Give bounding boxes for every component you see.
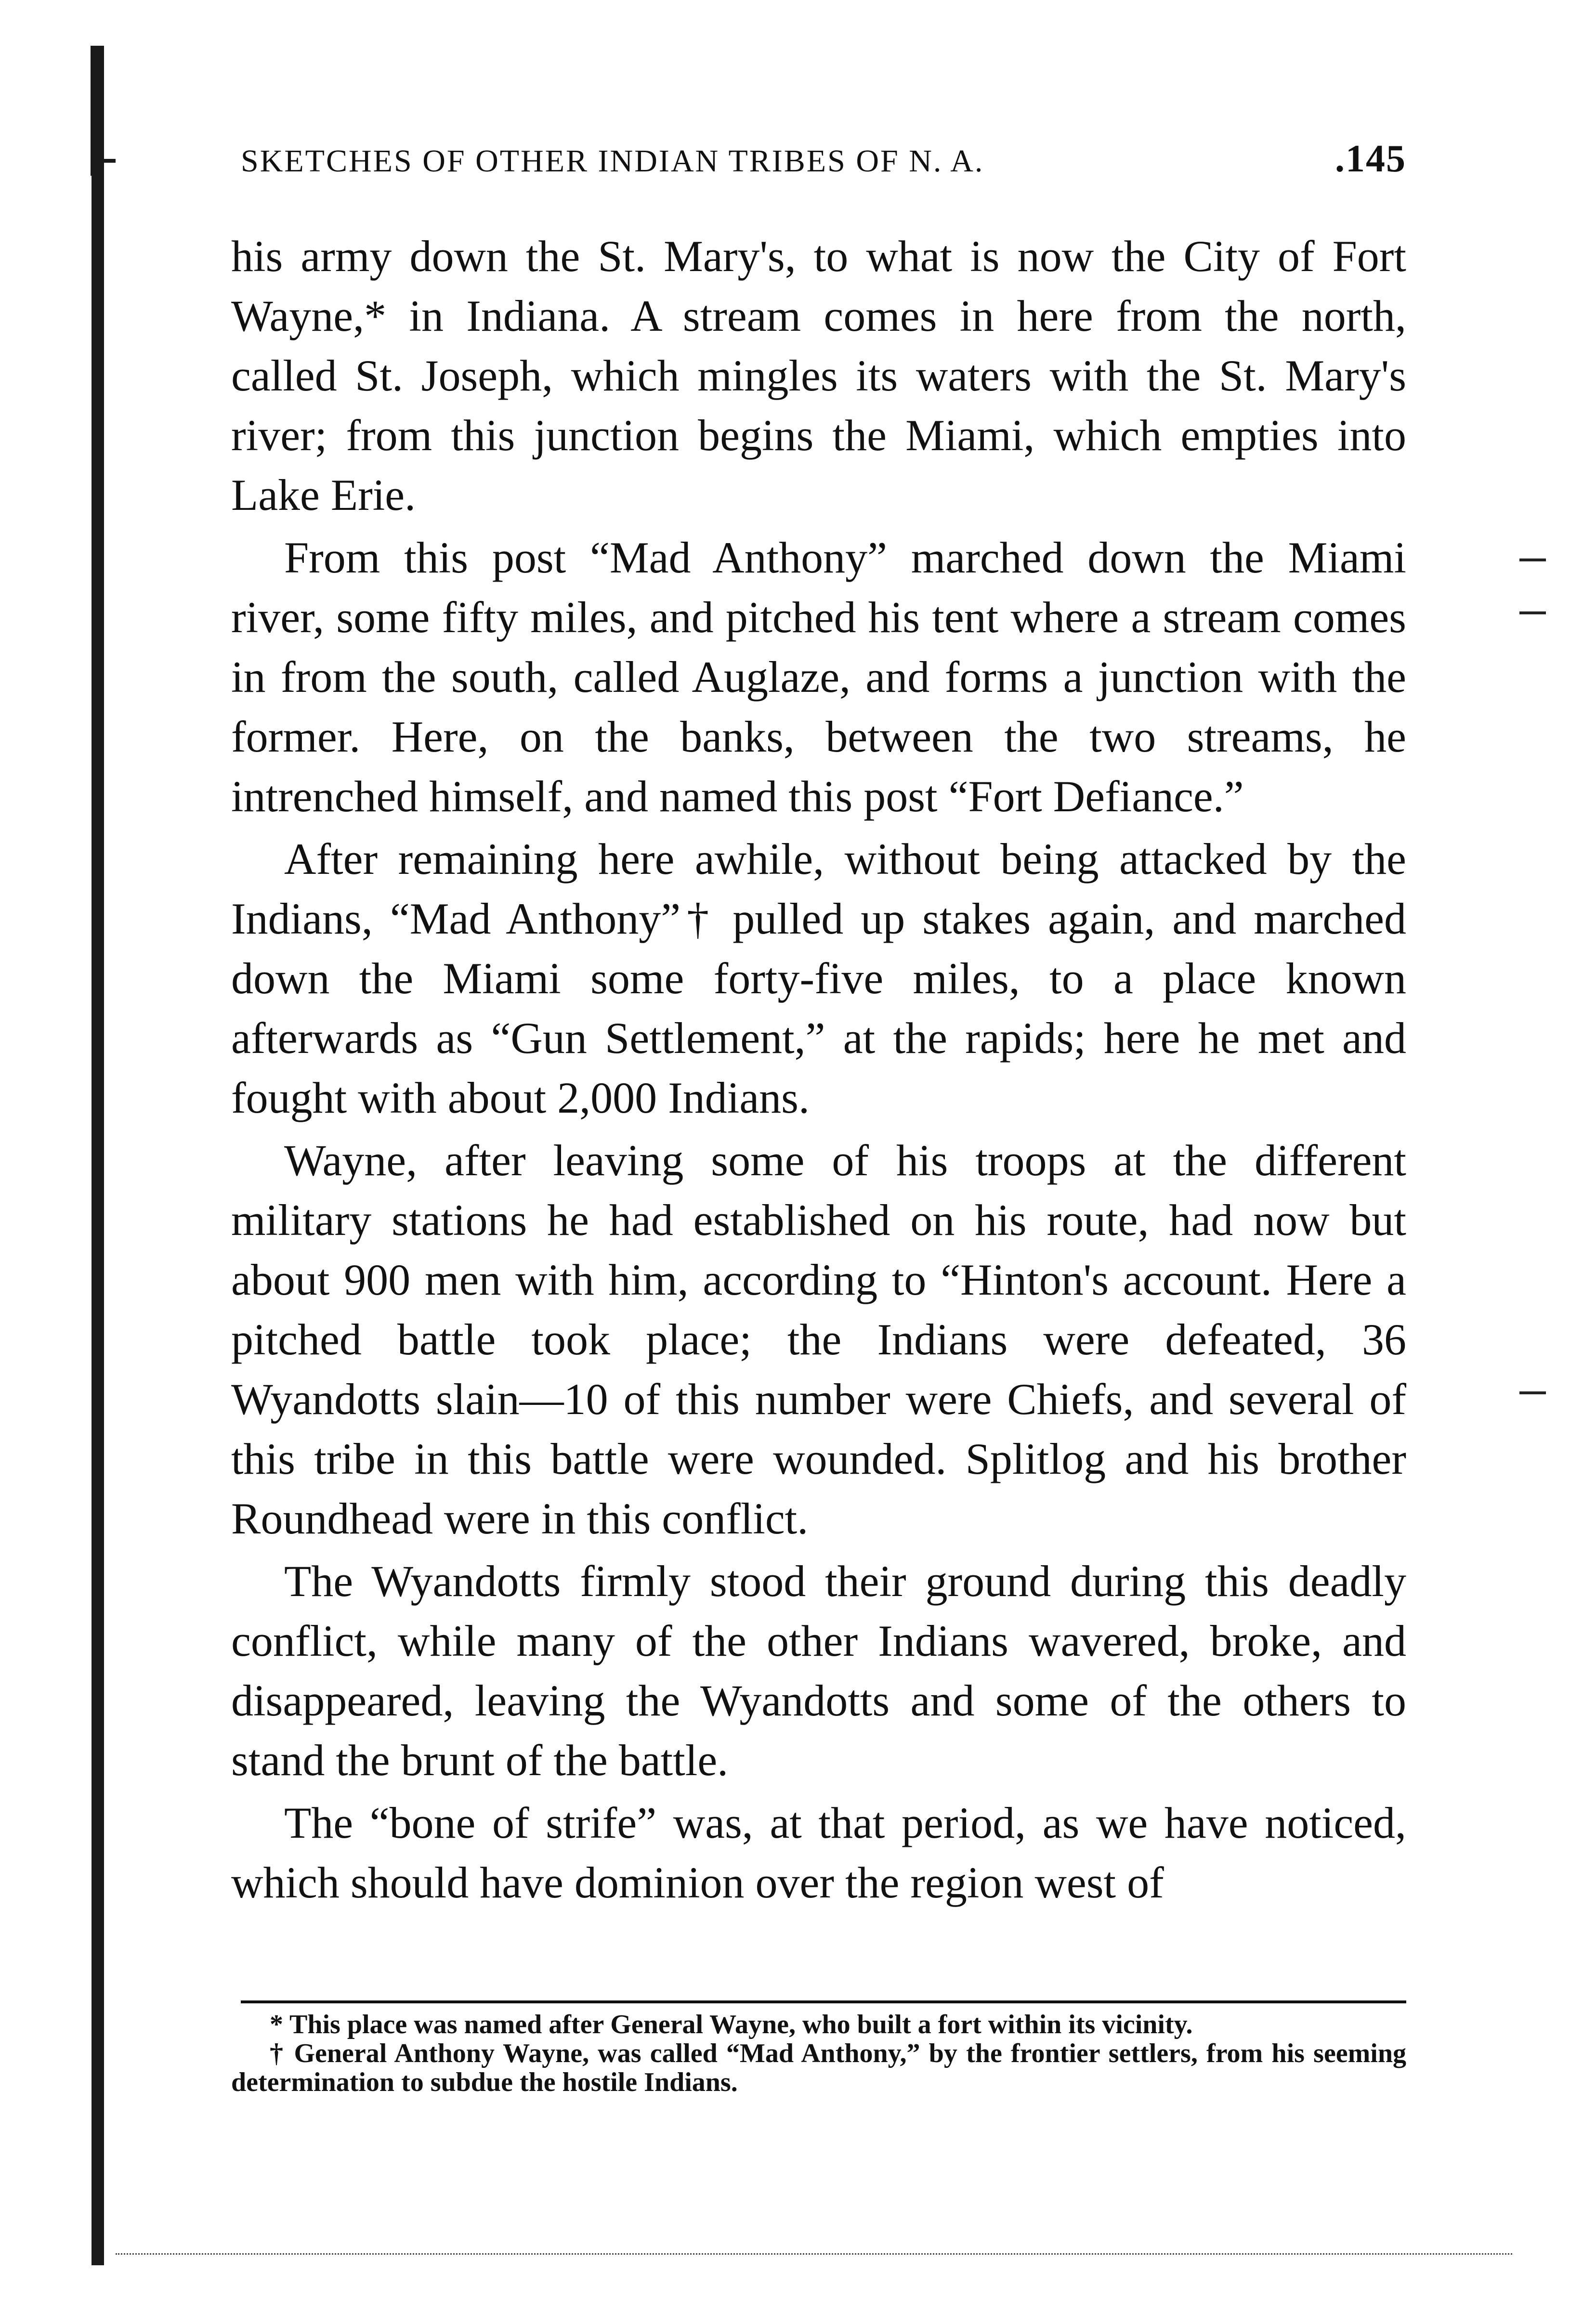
binding-edge bbox=[92, 46, 104, 2265]
paragraph: Wayne, after leaving some of his troops at the different military stations he had established on his route, had now but about 900 men with him, according to “Hinton's account. Here a pitched battle took place; the Indians were defeated, 36 Wyandotts slain—10 of this number were Chiefs, and several of this tribe in this battle were wounded. Splitlog and his brother Roundhead were in this conflict. bbox=[231, 1136, 1406, 1543]
paragraph: From this post “Mad Anthony” marched down the Miami river, some fifty miles, and pitched his tent where a stream comes in from the south, called Auglaze, and forms a junction with the former. Here, on the banks, between the two streams, he intrenched himself, and named this post “Fort Defiance.” bbox=[231, 533, 1406, 821]
page-number: .145 bbox=[1335, 138, 1406, 180]
footnote-rule bbox=[241, 2000, 1406, 2003]
body-text bbox=[231, 226, 1406, 1915]
scan-artifact bbox=[116, 2253, 1512, 2259]
paragraph: The “bone of strife” was, at that period, as we have noticed, which should have dominion over the region west of bbox=[231, 1798, 1406, 1907]
paragraph: his army down the St. Mary's, to what is now the City of Fort Wayne,* in Indiana. A stream comes in here from the north, called St. Joseph, which mingles its waters with the St. Mary's river; from this junction begins the Miami, which empties into Lake Erie. bbox=[231, 232, 1406, 519]
margin-mark bbox=[1519, 611, 1546, 614]
paragraph: The Wyandotts firmly stood their ground during this deadly conflict, while many of the other Indians wavered, broke, and disappeared, leaving the Wyandotts and some of the others to stand the brunt of the battle. bbox=[231, 1557, 1406, 1785]
footnote: * This place was named after General Wayne, who built a fort within its vicinity. bbox=[270, 2010, 1193, 2039]
footnotes bbox=[231, 2010, 1406, 2097]
paragraph: After remaining here awhile, without being attacked by the Indians, “Mad Anthony”† pulled up stakes again, and marched down the Miami some forty-five miles, to a place known afterwards as “Gun Settlement,” at the rapids; here he met and fought with about 2,000 Indians. bbox=[231, 834, 1406, 1122]
margin-mark bbox=[1519, 558, 1546, 561]
binding-edge-top bbox=[91, 46, 96, 176]
margin-mark bbox=[1519, 1391, 1546, 1394]
running-head-title: SKETCHES OF OTHER INDIAN TRIBES OF N. A. bbox=[241, 143, 984, 179]
footnote: † General Anthony Wayne, was called “Mad Anthony,” by the frontier settlers, from his seeming determination to subdue the hostile Indians. bbox=[231, 2038, 1406, 2097]
running-head bbox=[241, 137, 1406, 190]
binding-tick bbox=[96, 159, 116, 163]
